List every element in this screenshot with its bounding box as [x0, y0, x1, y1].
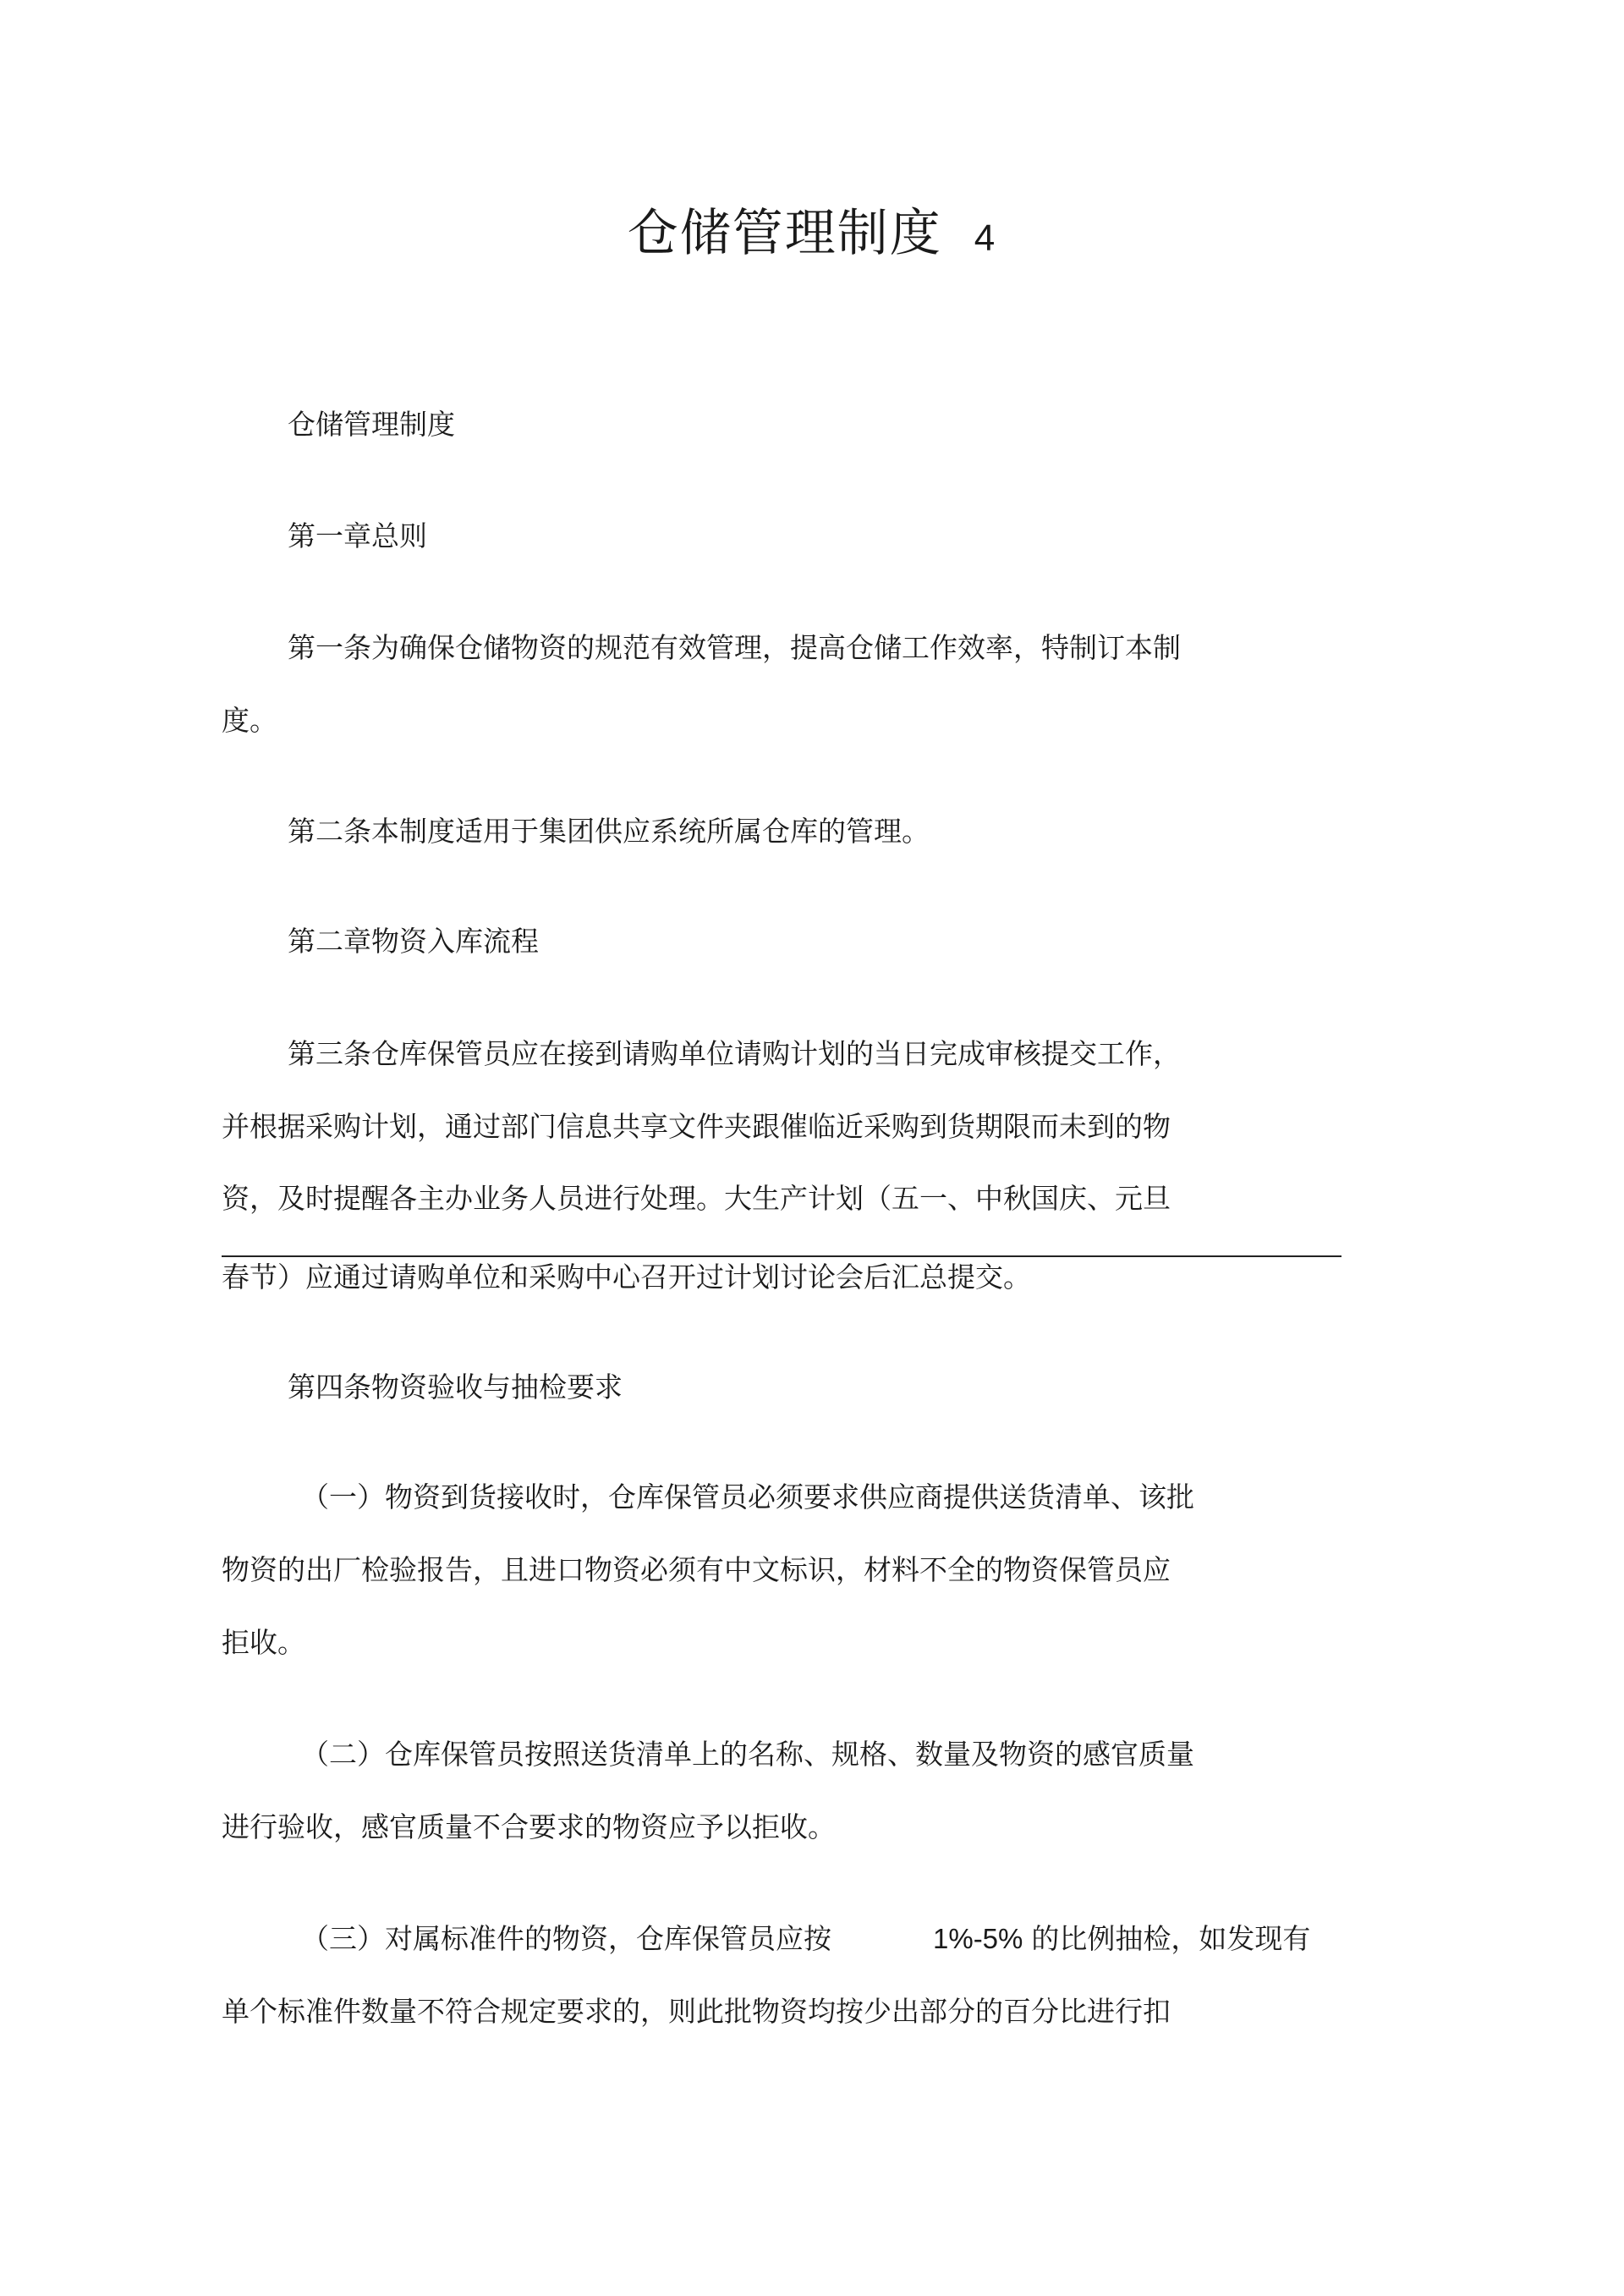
item-3-text-a: （三）对属标准件的物资，仓库保管员应按 — [301, 1922, 831, 1955]
document-title — [0, 193, 1624, 266]
article-3-line-1: 第三条仓库保管员应在接到请购单位请购计划的当日完成审核提交工作， — [288, 1037, 1181, 1070]
item-1-line-1: （一）物资到货接收时，仓库保管员必须要求供应商提供送货清单、该批 — [301, 1480, 1194, 1513]
article-3-line-2: 并根据采购计划，通过部门信息共享文件夹跟催临近采购到货期限而未到的物 — [222, 1110, 1171, 1143]
article-3-line-4: 春节）应通过请购单位和采购中心召开过计划讨论会后汇总提交。 — [222, 1261, 1031, 1294]
article-2: 第二条本制度适用于集团供应系统所属仓库的管理。 — [288, 815, 930, 848]
item-3-line-1 — [301, 1922, 1310, 1956]
article-1-line-1: 第一条为确保仓储物资的规范有效管理，提高仓储工作效率，特制订本制 — [288, 631, 1181, 664]
item-3-percentage: 1%-5% — [933, 1923, 1023, 1954]
item-3-text-b: 的比例抽检，如发现有 — [1031, 1922, 1311, 1955]
item-2-line-1: （二）仓库保管员按照送货清单上的名称、规格、数量及物资的感官质量 — [301, 1738, 1194, 1771]
item-1-line-3: 拒收。 — [222, 1626, 305, 1659]
horizontal-rule — [222, 1255, 1341, 1257]
section-heading: 仓储管理制度 — [288, 408, 455, 441]
article-3-line-3: 资，及时提醒各主办业务人员进行处理。大生产计划（五一、中秋国庆、元旦 — [222, 1182, 1171, 1215]
item-1-line-2: 物资的出厂检验报告，且进口物资必须有中文标识，材料不全的物资保管员应 — [222, 1553, 1171, 1586]
chapter-2-heading: 第二章物资入库流程 — [288, 925, 539, 958]
title-number: 4 — [974, 217, 997, 259]
item-2-line-2: 进行验收，感官质量不合要求的物资应予以拒收。 — [222, 1810, 836, 1843]
article-4-heading: 第四条物资验收与抽检要求 — [288, 1370, 623, 1403]
chapter-1-heading: 第一章总则 — [288, 519, 427, 552]
item-3-line-2: 单个标准件数量不符合规定要求的，则此批物资均按少出部分的百分比进行扣 — [222, 1995, 1171, 2028]
article-1-line-2: 度。 — [222, 704, 277, 737]
title-text: 仓储管理制度 — [627, 204, 942, 263]
